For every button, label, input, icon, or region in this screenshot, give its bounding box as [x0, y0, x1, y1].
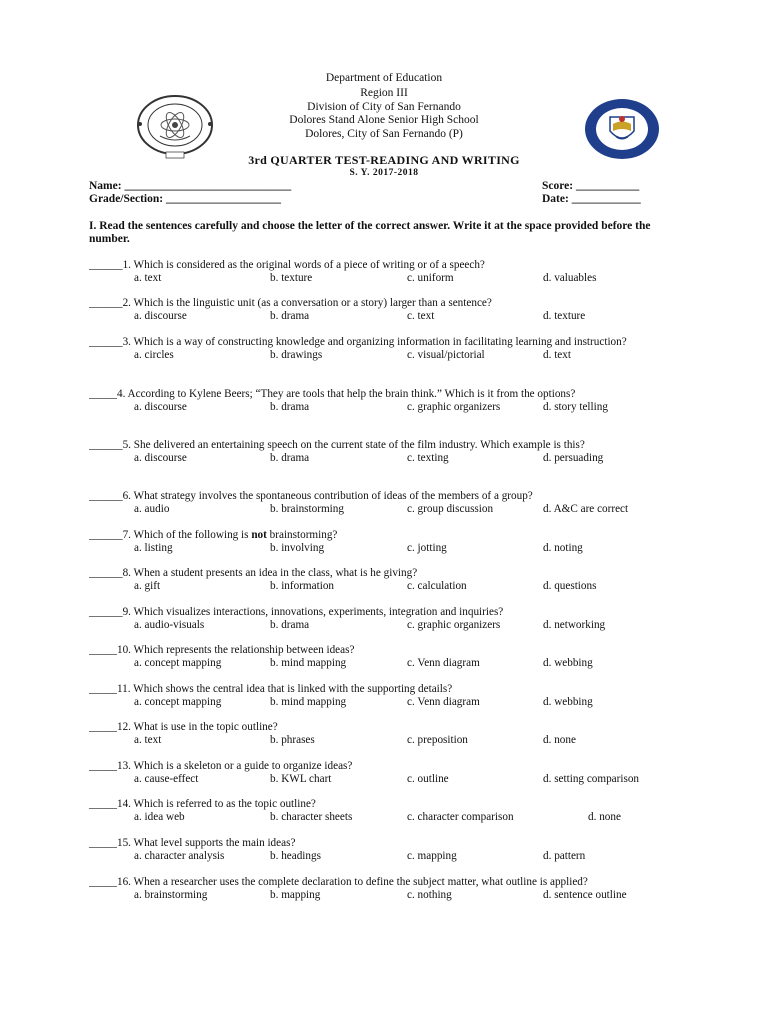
choice-c: c. mapping [407, 850, 457, 862]
choice-a: a. audio-visuals [134, 619, 205, 631]
question-item [89, 683, 669, 709]
letterhead-line: Department of Education [325, 72, 443, 84]
choice-c: c. visual/pictorial [407, 349, 485, 361]
choices-row [89, 542, 669, 555]
letterhead-line: Division of City of San Fernando [307, 100, 461, 113]
choice-c: c. jotting [407, 542, 447, 554]
question-stem: _____14. Which is referred to as the topic outline? [89, 798, 316, 810]
choices-row [89, 503, 669, 516]
choice-c: c. uniform [407, 272, 454, 284]
choice-c: c. character comparison [407, 811, 514, 823]
choice-a: a. character analysis [134, 850, 225, 862]
question-stem: _____11. Which shows the central idea that is linked with the supporting details? [89, 683, 453, 695]
letterhead-line: Dolores Stand Alone Senior High School [289, 114, 479, 127]
score-field[interactable]: Score: ___________ [542, 180, 640, 192]
choice-a: a. discourse [134, 310, 187, 322]
question-item [89, 439, 669, 465]
choice-a: a. cause-effect [134, 773, 199, 785]
question-stem: ______8. When a student presents an idea in the class, what is he giving? [89, 567, 418, 579]
choice-c: c. graphic organizers [407, 401, 501, 413]
choice-d: d. noting [543, 542, 583, 554]
choices-row [89, 619, 669, 632]
choice-d: d. webbing [543, 696, 593, 708]
question-stem: _____4. According to Kylene Beers; “They are tools that help the brain think.” Which is it from the options? [89, 388, 576, 400]
choice-b: b. drama [270, 310, 310, 322]
question-stem: ______2. Which is the linguistic unit (as a conversation or a story) larger than a sentence? [89, 297, 492, 309]
choice-b: b. character sheets [270, 811, 353, 823]
choices-row [89, 773, 669, 786]
choice-d: d. valuables [543, 272, 597, 284]
choice-b: b. drama [270, 401, 310, 413]
choices-row [89, 734, 669, 747]
question-item [89, 336, 669, 362]
choice-a: a. circles [134, 349, 174, 361]
question-item [89, 567, 669, 593]
choices-row [89, 310, 669, 323]
choice-b: b. headings [270, 850, 321, 862]
choice-b: b. KWL chart [270, 773, 332, 785]
choice-b: b. texture [270, 272, 313, 284]
choice-a: a. discourse [134, 452, 187, 464]
question-stem-emphasis: not [251, 529, 267, 541]
question-item [89, 388, 669, 414]
instructions: I. Read the sentences carefully and choose the letter of the correct answer. Write it at the space provided before the number. [89, 220, 651, 245]
choices-row [89, 272, 669, 285]
question-item [89, 490, 669, 516]
choice-d: d. questions [543, 580, 597, 592]
choice-a: a. gift [134, 580, 161, 592]
school-year: S. Y. 2017-2018 [349, 168, 419, 178]
letterhead [0, 72, 768, 141]
choice-d: d. persuading [543, 452, 604, 464]
choice-b: b. drama [270, 452, 310, 464]
question-stem-start: ______7. Which of the following is [89, 529, 252, 541]
choices-row [89, 850, 669, 863]
choices-row [89, 657, 669, 670]
choice-c: c. calculation [407, 580, 467, 592]
question-item [89, 876, 669, 902]
question-item [89, 721, 669, 747]
question-stem-end: brainstorming? [266, 529, 338, 541]
choice-c: c. preposition [407, 734, 468, 746]
date-field[interactable]: Date: ____________ [542, 193, 641, 205]
choice-c: c. group discussion [407, 503, 494, 515]
choice-c: c. outline [407, 773, 449, 785]
test-title: 3rd QUARTER TEST-READING AND WRITING [248, 153, 520, 167]
choice-b: b. brainstorming [270, 503, 344, 515]
choices-row [89, 452, 669, 465]
question-stem: _____16. When a researcher uses the complete declaration to define the subject matter, what outline is applied? [89, 876, 588, 888]
question-item [89, 529, 669, 555]
choice-b: b. mapping [270, 889, 321, 901]
question-stem: _____15. What level supports the main ideas? [89, 837, 296, 849]
question-stem: _____10. Which represents the relationship between ideas? [89, 644, 355, 656]
name-field[interactable]: Name: _____________________________ [89, 180, 292, 192]
choice-b: b. information [270, 580, 335, 592]
choice-c: c. Venn diagram [407, 696, 480, 708]
choice-a: a. text [134, 734, 162, 746]
question-item [89, 297, 669, 323]
choice-b: b. drama [270, 619, 310, 631]
question-item [89, 259, 669, 285]
choice-a: a. concept mapping [134, 696, 222, 708]
choices-row [89, 889, 669, 902]
choices-row [89, 696, 669, 709]
question-stem: ______3. Which is a way of constructing knowledge and organizing information in facilitating learning and instruction? [89, 336, 627, 348]
question-stem [89, 529, 669, 541]
question-stem: ______1. Which is considered as the original words of a piece of writing or of a speech? [89, 259, 485, 271]
choice-d: d. A&C are correct [543, 503, 629, 515]
grade-section-field[interactable]: Grade/Section: ____________________ [89, 193, 281, 205]
choices-row [89, 811, 669, 824]
choice-d: d. none [588, 811, 621, 823]
choice-b: b. involving [270, 542, 325, 554]
letterhead-line: Dolores, City of San Fernando (P) [305, 127, 463, 140]
choice-b: b. phrases [270, 734, 315, 746]
choice-d: d. webbing [543, 657, 593, 669]
choice-c: c. texting [407, 452, 449, 464]
choice-c: c. graphic organizers [407, 619, 501, 631]
question-item [89, 644, 669, 670]
choice-a: a. audio [134, 503, 170, 515]
choice-a: a. text [134, 272, 162, 284]
choice-a: a. discourse [134, 401, 187, 413]
choice-a: a. concept mapping [134, 657, 222, 669]
choice-c: c. text [407, 310, 435, 322]
question-stem: _____13. Which is a skeleton or a guide to organize ideas? [89, 760, 353, 772]
question-item [89, 606, 669, 632]
question-item [89, 837, 669, 863]
choice-b: b. mind mapping [270, 657, 347, 669]
choice-d: d. sentence outline [543, 889, 627, 901]
choices-row [89, 401, 669, 414]
choice-d: d. networking [543, 619, 606, 631]
choices-row [89, 580, 669, 593]
choice-d: d. text [543, 349, 571, 361]
choice-d: d. none [543, 734, 576, 746]
choice-d: d. setting comparison [543, 773, 640, 785]
choice-d: d. story telling [543, 401, 608, 413]
question-stem: ______5. She delivered an entertaining speech on the current state of the film industry. Which example is this? [89, 439, 585, 451]
question-item [89, 798, 669, 824]
choice-a: a. brainstorming [134, 889, 208, 901]
question-stem: ______9. Which visualizes interactions, innovations, experiments, integration and inquiries? [89, 606, 504, 618]
choice-d: d. pattern [543, 850, 586, 862]
letterhead-line: Region III [360, 87, 408, 100]
choice-a: a. idea web [134, 811, 185, 823]
choice-c: c. nothing [407, 889, 452, 901]
question-item [89, 760, 669, 786]
choice-b: b. mind mapping [270, 696, 347, 708]
choice-c: c. Venn diagram [407, 657, 480, 669]
question-stem: ______6. What strategy involves the spontaneous contribution of ideas of the members of a group? [89, 490, 533, 502]
choice-a: a. listing [134, 542, 173, 554]
choice-d: d. texture [543, 310, 586, 322]
choices-row [89, 349, 669, 362]
choice-b: b. drawings [270, 349, 323, 361]
question-stem: _____12. What is use in the topic outline? [89, 721, 278, 733]
